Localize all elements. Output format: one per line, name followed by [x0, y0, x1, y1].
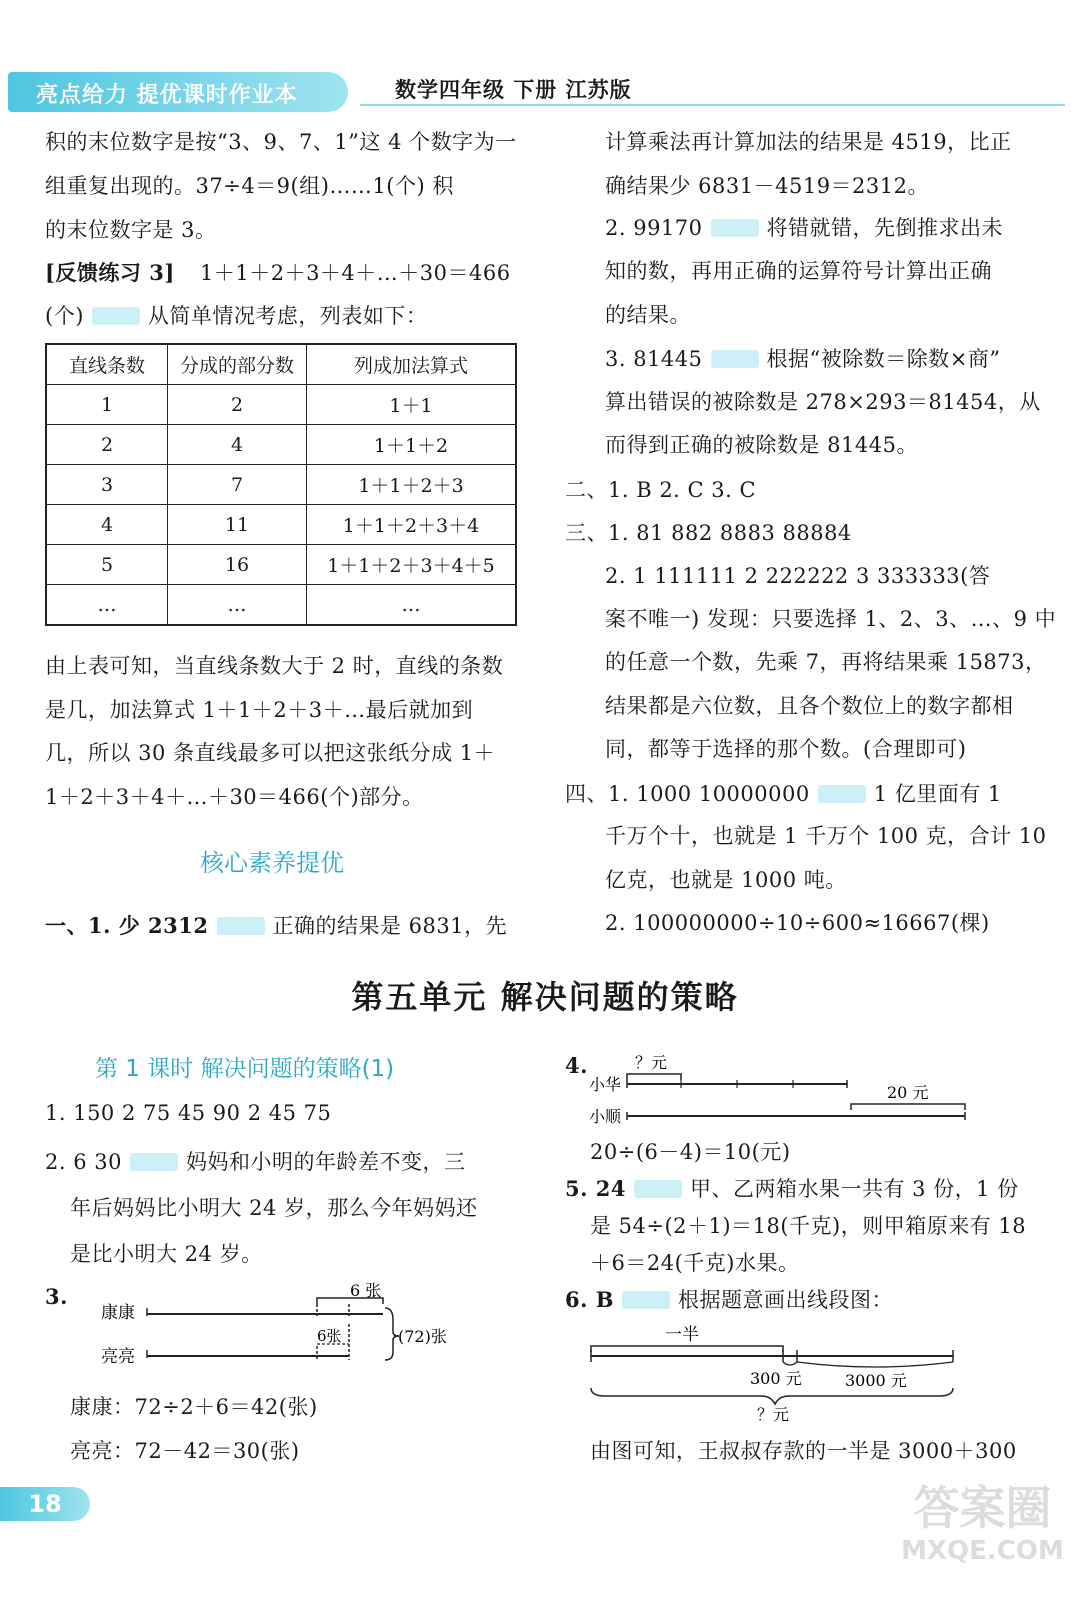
diagram-label-liang: 亮亮	[101, 1347, 135, 1367]
feedback-line	[45, 257, 511, 287]
analysis-tag	[622, 1291, 670, 1309]
diagram-label-kang: 康康	[101, 1303, 135, 1323]
watermark-sub: MXQE.COM	[901, 1536, 1064, 1566]
table-header: 直线条数	[46, 344, 168, 385]
table-cell: 4	[168, 425, 307, 465]
text-line: 计算乘法再计算加法的结果是 4519，比正	[605, 130, 1012, 154]
label-72: (72)张	[398, 1327, 447, 1346]
table-cell: 7	[168, 465, 307, 505]
text-line	[605, 343, 1001, 373]
text-span: 甲、乙两箱水果一共有 3 份，1 份	[689, 1177, 1019, 1201]
label-3000: 3000 元	[845, 1371, 907, 1390]
label-shun: 小顺	[589, 1107, 622, 1126]
question-number: 3.	[45, 1284, 68, 1309]
text-line: 由图可知，王叔叔存款的一半是 3000＋300	[590, 1439, 1017, 1463]
header-rule	[360, 104, 1065, 106]
text-line: 算出错误的被除数是 278×293＝81454，从	[605, 390, 1041, 414]
answer-number: 一、1. 少 2312	[45, 913, 209, 938]
watermark-main: 答案圈	[913, 1481, 1052, 1535]
text-line: ＋6＝24(千克)水果。	[590, 1251, 800, 1275]
table-cell: 4	[46, 505, 168, 545]
brace-20	[851, 1104, 965, 1110]
table-cell: 3	[46, 465, 168, 505]
table-cell: 1＋1	[307, 385, 517, 425]
answer-number: 6. B	[565, 1287, 614, 1312]
text-line: 20÷(6－4)＝10(元)	[590, 1140, 791, 1164]
table-cell: 2	[46, 425, 168, 465]
text-line: 案不唯一) 发现：只要选择 1、2、3、…、9 中	[605, 607, 1057, 631]
table-row	[46, 505, 516, 545]
text-line: 年后妈妈比小明大 24 岁，那么今年妈妈还	[70, 1196, 478, 1220]
table-row	[46, 425, 516, 465]
answer-number: 2. 6 30	[45, 1150, 122, 1174]
text-span: 1 亿里面有 1	[873, 782, 1002, 806]
text-span: 从简单情况考虑，列表如下：	[147, 304, 428, 328]
table-row	[46, 465, 516, 505]
feedback-label: [反馈练习 3]	[45, 260, 175, 285]
table-cell: 5	[46, 545, 168, 585]
table-cell: 16	[168, 545, 307, 585]
table-cell: 1	[46, 385, 168, 425]
analysis-tag	[92, 307, 140, 325]
unit-title: 第五单元 解决问题的策略	[351, 978, 739, 1016]
page-number: 18	[0, 1487, 90, 1521]
text-line: 千万个十，也就是 1 千万个 100 克，合计 10	[605, 824, 1047, 848]
text-line: 是 54÷(2＋1)＝18(千克)，则甲箱原来有 18	[590, 1214, 1027, 1238]
diagram-savings	[585, 1320, 965, 1430]
text-span: 正确的结果是 6831，先	[272, 914, 508, 938]
text-line: 的末位数字是 3。	[45, 218, 217, 242]
text-line	[45, 910, 507, 940]
question-number: 4.	[565, 1053, 588, 1078]
table-header: 列成加法算式	[307, 344, 517, 385]
text-line: 的结果。	[605, 303, 691, 327]
analysis-tag	[130, 1153, 178, 1171]
text-line: 是几，加法算式 1＋1＋2＋3＋…最后就加到	[45, 698, 474, 722]
text-line: 知的数，再用正确的运算符号计算出正确	[605, 259, 992, 283]
text-line: 康康：72÷2＋6＝42(张)	[70, 1395, 318, 1419]
lesson-title: 第 1 课时 解决问题的策略(1)	[95, 1056, 395, 1082]
diagram-hua-shun	[585, 1050, 985, 1130]
text-line	[565, 778, 1002, 808]
text-line: 结果都是六位数，且各个数位上的数字都相	[605, 694, 1014, 718]
table-row	[46, 545, 516, 585]
text-span: 将错就错，先倒推求出未	[766, 216, 1004, 240]
label-question-yuan: ？元	[635, 1053, 668, 1072]
text-line: 1. 150 2 75 45 90 2 45 75	[45, 1101, 332, 1125]
text-line: 由上表可知，当直线条数大于 2 时，直线的条数	[45, 654, 504, 678]
text-line: 组重复出现的。37÷4＝9(组)……1(个) 积	[45, 174, 454, 198]
text-line: 几，所以 30 条直线最多可以把这张纸分成 1＋	[45, 741, 496, 765]
brace-300	[783, 1362, 797, 1365]
text-line: 三、1. 81 882 8883 88884	[565, 521, 852, 545]
feedback-equation: 1＋1＋2＋3＋4＋…＋30＝466	[199, 261, 511, 285]
text-line	[565, 1284, 893, 1314]
answer-number: 5. 24	[565, 1176, 626, 1201]
text-line: 2. 100000000÷10÷600≈16667(棵)	[605, 911, 990, 935]
table-cell: 11	[168, 505, 307, 545]
table-cell: 1＋1＋2＋3＋4	[307, 505, 517, 545]
text-line	[605, 212, 1003, 242]
right-brace	[385, 1308, 399, 1360]
table-cell: 1＋1＋2＋3＋4＋5	[307, 545, 517, 585]
text-line: 是比小明大 24 岁。	[70, 1242, 263, 1266]
label-hua: 小华	[589, 1075, 622, 1094]
header-subject: 数学四年级 下册 江苏版	[395, 78, 632, 102]
brace-3000	[797, 1362, 953, 1367]
analysis-tag	[711, 219, 759, 237]
text-line: 1＋2＋3＋4＋…＋30＝466(个)部分。	[45, 785, 424, 809]
table-row	[46, 385, 516, 425]
analysis-tag	[818, 785, 866, 803]
label-half: 一半	[665, 1325, 699, 1345]
text-line: 的任意一个数，先乘 7，再将结果乘 15873，	[605, 650, 1047, 674]
analysis-tag	[711, 350, 759, 368]
text-line: 而得到正确的被除数是 81445。	[605, 433, 918, 457]
label-6a: 6 张	[350, 1281, 382, 1300]
brace-question	[627, 1074, 681, 1080]
text-span: 根据题意画出线段图：	[677, 1288, 893, 1312]
brace-half	[591, 1346, 783, 1352]
text-span: 根据“被除数＝除数×商”	[766, 347, 1001, 371]
analysis-tag	[217, 917, 265, 935]
answer-number: 2. 99170	[605, 216, 703, 240]
text-line: 亮亮：72－42＝30(张)	[70, 1439, 300, 1463]
analysis-tag	[634, 1180, 682, 1198]
watermark	[895, 1480, 1070, 1580]
label-20yuan: 20 元	[887, 1083, 929, 1102]
text-line: 积的末位数字是按“3、9、7、1”这 4 个数字为一	[45, 130, 517, 154]
answer-number: 3. 81445	[605, 347, 703, 371]
text-line: 亿克，也就是 1000 吨。	[605, 868, 847, 892]
label-300: 300 元	[750, 1369, 802, 1388]
table-cell: …	[46, 585, 168, 626]
table-cell: …	[168, 585, 307, 626]
table-cell: …	[307, 585, 517, 626]
text-line: 确结果少 6831－4519＝2312。	[605, 174, 930, 198]
table-cell: 1＋1＋2＋3	[307, 465, 517, 505]
text-span: (个)	[45, 304, 84, 328]
label-total-question: ？元	[757, 1405, 790, 1424]
core-heading: 核心素养提优	[200, 849, 344, 877]
text-line: 同，都等于选择的那个数。(合理即可)	[605, 737, 967, 761]
answer-number: 四、1. 1000 10000000	[565, 782, 810, 806]
text-line: 2. 1 111111 2 222222 3 333333(答	[605, 564, 991, 588]
text-line	[45, 300, 427, 330]
label-6b: 6张	[317, 1327, 342, 1345]
table-row	[46, 585, 516, 626]
table-cell: 2	[168, 385, 307, 425]
header-brand: 亮点给力 提优课时作业本	[36, 83, 298, 108]
table-cell: 1＋1＋2	[307, 425, 517, 465]
text-line	[45, 1146, 465, 1176]
lines-table	[45, 343, 517, 626]
text-line: 二、1. B 2. C 3. C	[565, 478, 757, 502]
brace-total	[591, 1388, 953, 1404]
diagram-kang-liang	[95, 1280, 475, 1370]
text-line	[565, 1173, 1019, 1203]
text-span: 妈妈和小明的年龄差不变，三	[185, 1150, 466, 1174]
table-header: 分成的部分数	[168, 344, 307, 385]
